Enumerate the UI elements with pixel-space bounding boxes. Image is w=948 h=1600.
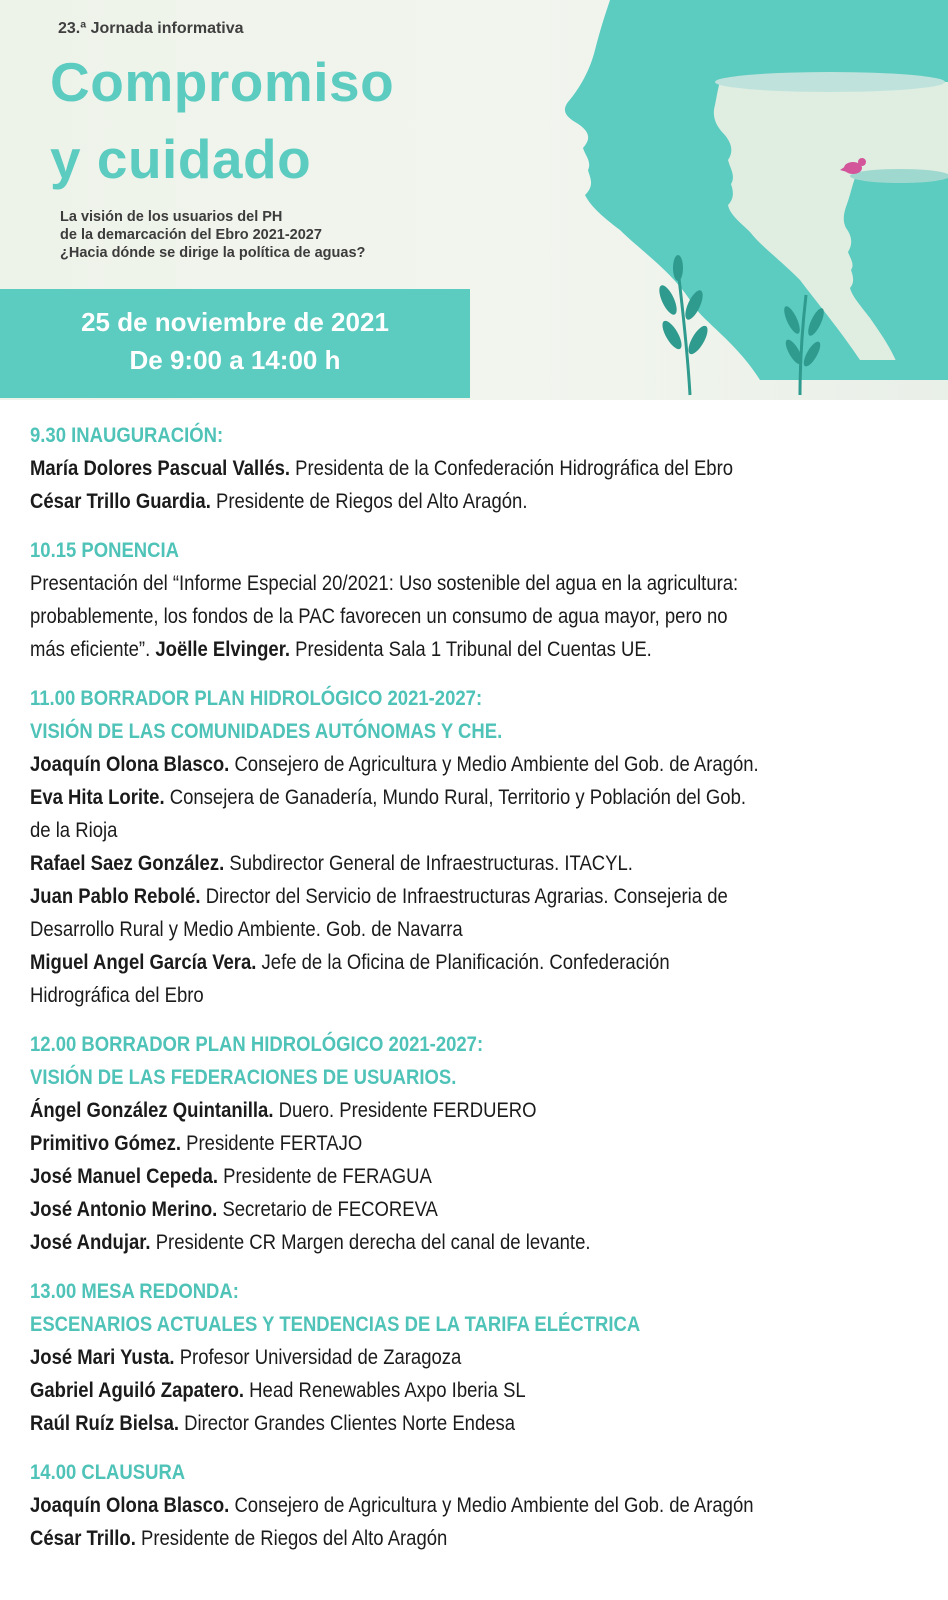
speaker-name: Gabriel Aguiló Zapatero.	[30, 1378, 245, 1402]
speaker-role: Director del Servicio de Infraestructuras Agrarias. Consejeria de	[200, 884, 728, 908]
date-banner	[0, 289, 470, 398]
talk-description: probablemente, los fondos de la PAC favorecen un consumo de agua mayor, pero no	[30, 604, 728, 628]
program-schedule	[30, 419, 813, 1571]
section-borrador-ccaa	[30, 682, 813, 1012]
talk-description: Presentación del “Informe Especial 20/2021: Uso sostenible del agua en la agricultura:	[30, 571, 739, 595]
speaker-role: Consejero de Agricultura y Medio Ambiente del Gob. de Aragón.	[229, 752, 759, 776]
speaker-name: Joaquín Olona Blasco.	[30, 1493, 230, 1517]
speaker-entry	[30, 748, 813, 781]
section-heading: VISIÓN DE LAS COMUNIDADES AUTÓNOMAS Y CHE.	[30, 719, 503, 743]
speaker-name: Miguel Angel García Vera.	[30, 950, 257, 974]
talk-description: más eficiente”.	[30, 637, 156, 661]
speaker-entry	[30, 1193, 813, 1226]
speaker-role: Presidente FERTAJO	[181, 1131, 363, 1155]
section-heading: 13.00 MESA REDONDA:	[30, 1279, 239, 1303]
section-ponencia	[30, 534, 813, 666]
speaker-role: Profesor Universidad de Zaragoza	[174, 1345, 462, 1369]
speaker-entry	[30, 633, 813, 666]
speaker-name: Rafael Saez González.	[30, 851, 225, 875]
speaker-role: Subdirector General de Infraestructuras. ITACYL.	[224, 851, 633, 875]
speaker-name: Primitivo Gómez.	[30, 1131, 182, 1155]
section-inauguracion	[30, 419, 813, 518]
speaker-entry	[30, 1341, 813, 1374]
subtitle-line: ¿Hacia dónde se dirige la política de aguas?	[60, 245, 366, 261]
speaker-name: José Mari Yusta.	[30, 1345, 175, 1369]
speaker-entry	[30, 1094, 813, 1127]
page-title-line2: y cuidado	[50, 128, 312, 190]
event-subtitle	[60, 208, 365, 262]
speaker-name: José Antonio Merino.	[30, 1197, 218, 1221]
section-heading: 14.00 CLAUSURA	[30, 1460, 186, 1484]
speaker-name: Joëlle Elvinger.	[155, 637, 291, 661]
speaker-entry	[30, 1226, 813, 1259]
subtitle-line: La visión de los usuarios del PH	[60, 209, 283, 225]
speaker-entry	[30, 1160, 813, 1193]
speaker-entry	[30, 1374, 813, 1407]
header-banner	[0, 0, 948, 400]
speaker-role: Head Renewables Axpo Iberia SL	[244, 1378, 526, 1402]
speaker-name: César Trillo.	[30, 1526, 136, 1550]
speaker-name: Ángel González Quintanilla.	[30, 1098, 274, 1122]
speaker-role: Secretario de FECOREVA	[217, 1197, 438, 1221]
section-heading: VISIÓN DE LAS FEDERACIONES DE USUARIOS.	[30, 1065, 457, 1089]
speaker-entry	[30, 1489, 813, 1522]
speaker-name: Joaquín Olona Blasco.	[30, 752, 230, 776]
speaker-role-continuation: de la Rioja	[30, 818, 118, 842]
speaker-name: Raúl Ruíz Bielsa.	[30, 1411, 179, 1435]
section-heading: 12.00 BORRADOR PLAN HIDROLÓGICO 2021-2027:	[30, 1032, 484, 1056]
speaker-role: Presidenta Sala 1 Tribunal del Cuentas UE.	[290, 637, 652, 661]
speaker-name: José Manuel Cepeda.	[30, 1164, 219, 1188]
speaker-role: Consejera de Ganadería, Mundo Rural, Territorio y Población del Gob.	[164, 785, 747, 809]
event-date: 25 de noviembre de 2021	[81, 307, 389, 337]
speaker-entry	[30, 847, 813, 880]
speaker-role: Presidente de Riegos del Alto Aragón	[135, 1526, 448, 1550]
section-mesa-redonda	[30, 1275, 813, 1440]
speaker-role-continuation: Hidrográfica del Ebro	[30, 983, 204, 1007]
speaker-name: María Dolores Pascual Vallés.	[30, 456, 291, 480]
event-edition: 23.ª Jornada informativa	[58, 20, 244, 37]
speaker-name: César Trillo Guardia.	[30, 489, 211, 513]
section-heading: 11.00 BORRADOR PLAN HIDROLÓGICO 2021-2027:	[30, 686, 483, 710]
section-heading: 9.30 INAUGURACIÓN:	[30, 423, 224, 447]
speaker-entry	[30, 880, 813, 913]
speaker-role: Duero. Presidente FERDUERO	[273, 1098, 537, 1122]
speaker-entry	[30, 1127, 813, 1160]
speaker-name: José Andujar.	[30, 1230, 151, 1254]
speaker-entry	[30, 452, 813, 485]
speaker-entry	[30, 485, 813, 518]
speaker-role: Presidente de FERAGUA	[218, 1164, 432, 1188]
speaker-entry	[30, 1407, 813, 1440]
page-title-line1: Compromiso	[50, 51, 395, 113]
section-heading: 10.15 PONENCIA	[30, 538, 180, 562]
subtitle-line: de la demarcación del Ebro 2021-2027	[60, 227, 322, 243]
speaker-role: Jefe de la Oficina de Planificación. Confederación	[256, 950, 670, 974]
section-clausura	[30, 1456, 813, 1555]
section-borrador-federaciones	[30, 1028, 813, 1259]
speaker-name: Juan Pablo Rebolé.	[30, 884, 201, 908]
speaker-role: Director Grandes Clientes Norte Endesa	[178, 1411, 516, 1435]
speaker-entry	[30, 946, 813, 979]
speaker-role: Presidente de Riegos del Alto Aragón.	[210, 489, 528, 513]
speaker-entry	[30, 781, 813, 814]
speaker-entry	[30, 1522, 813, 1555]
event-time: De 9:00 a 14:00 h	[129, 345, 341, 375]
section-heading: ESCENARIOS ACTUALES Y TENDENCIAS DE LA TARIFA ELÉCTRICA	[30, 1312, 641, 1336]
speaker-name: Eva Hita Lorite.	[30, 785, 165, 809]
speaker-role-continuation: Desarrollo Rural y Medio Ambiente. Gob. de Navarra	[30, 917, 463, 941]
speaker-role: Consejero de Agricultura y Medio Ambiente del Gob. de Aragón	[229, 1493, 754, 1517]
speaker-role: Presidente CR Margen derecha del canal de levante.	[150, 1230, 591, 1254]
speaker-role: Presidenta de la Confederación Hidrográfica del Ebro	[290, 456, 734, 480]
